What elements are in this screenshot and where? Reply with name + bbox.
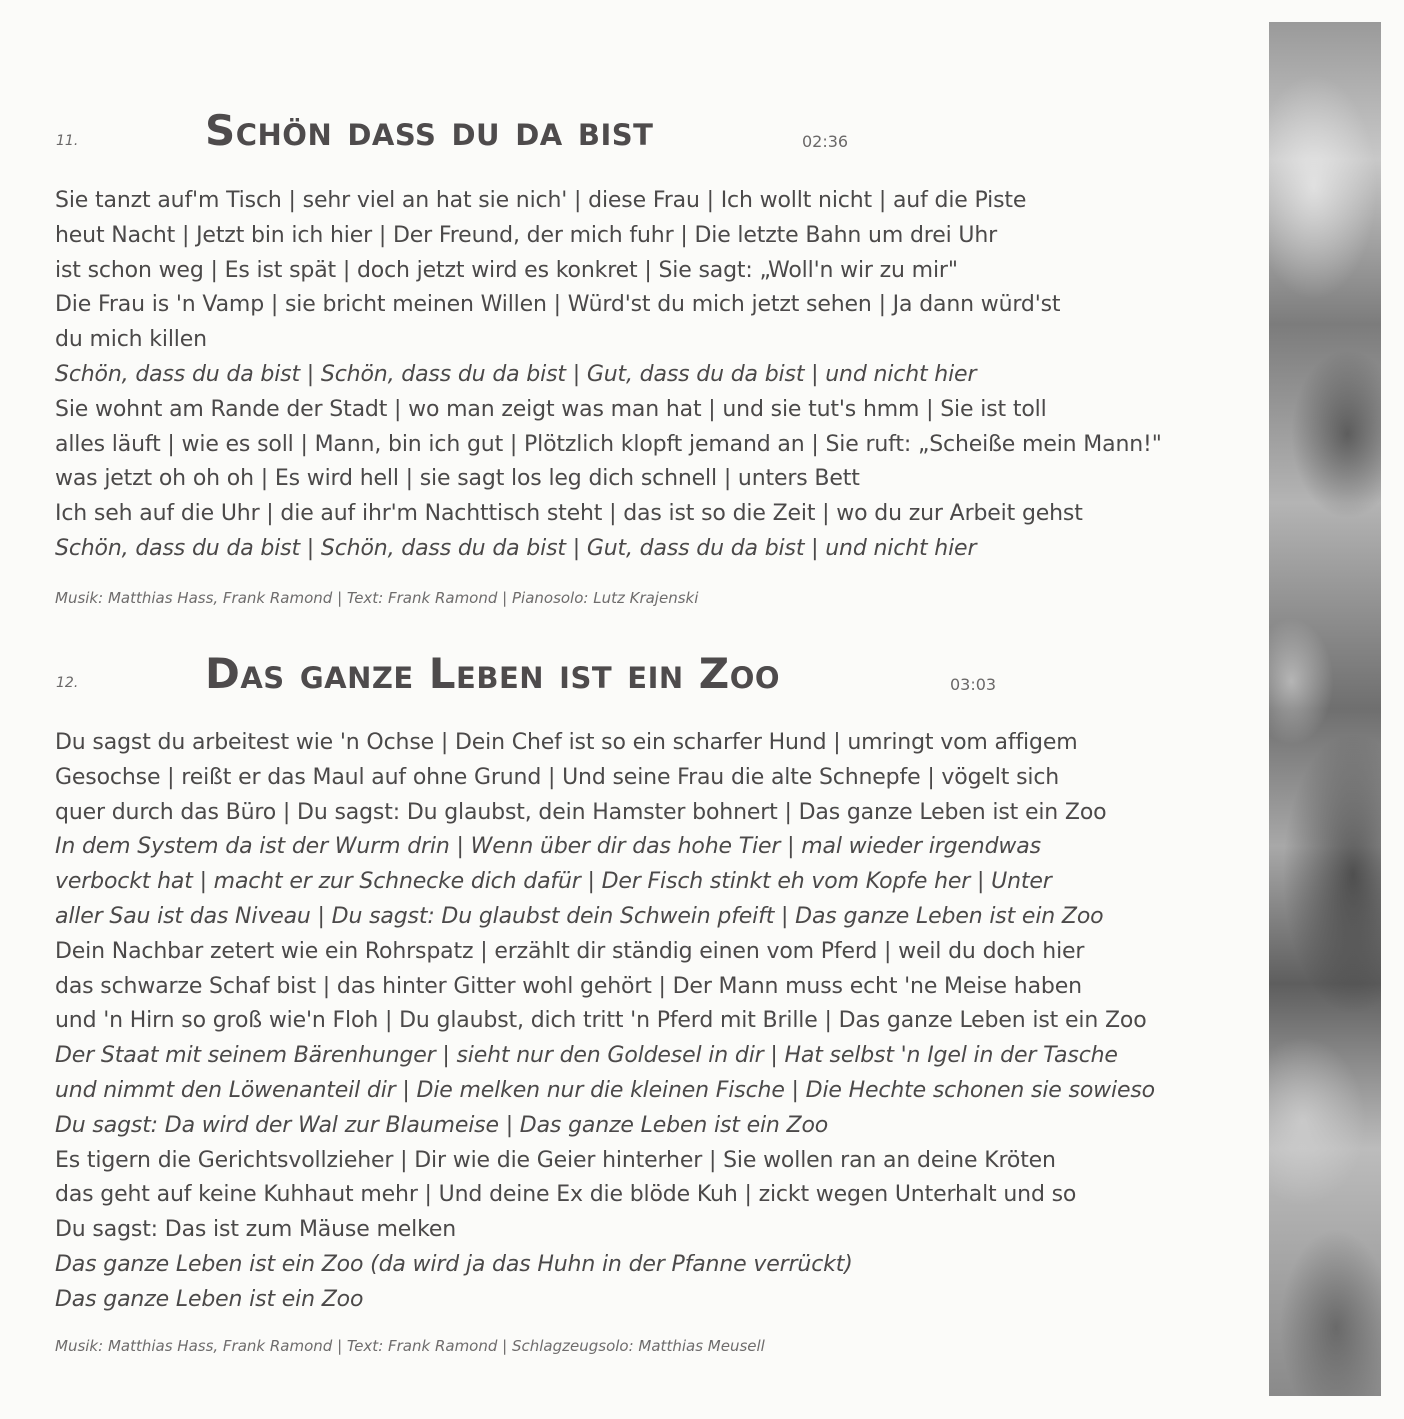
chorus-line: und nimmt den Löwenanteil dir | Die melken nur die kleinen Fische | Die Hechte schonen sie sowieso [55, 1077, 1155, 1103]
lyric-line: Dein Nachbar zetert wie ein Rohrspatz | erzählt dir ständig einen vom Pferd | weil du doch hier [55, 938, 1085, 964]
chorus-line: Das ganze Leben ist ein Zoo (da wird ja das Huhn in der Pfanne verrückt) [55, 1251, 853, 1277]
credits: Musik: Matthias Hass, Frank Ramond | Text: Frank Ramond | Schlagzeugsolo: Matthias Meusell [55, 1337, 765, 1355]
chorus-line: Der Staat mit seinem Bärenhunger | sieht nur den Goldesel in dir | Hat selbst 'n Igel in der Tasche [55, 1043, 1118, 1069]
lyric-line: ist schon weg | Es ist spät | doch jetzt wird es konkret | Sie sagt: „Woll'n wir zu mir" [55, 257, 958, 283]
lyric-line: Ich seh auf die Uhr | die auf ihr'm Nachttisch steht | das ist so die Zeit | wo du zur Arbeit gehst [55, 501, 1083, 527]
song-title: Schön dass du da bist [205, 106, 654, 155]
chorus-line: Schön, dass du da bist | Schön, dass du da bist | Gut, dass du da bist | und nicht hier [55, 535, 977, 561]
song-duration: 02:36 [802, 132, 849, 151]
chorus-line: aller Sau ist das Niveau | Du sagst: Du glaubst dein Schwein pfeift | Das ganze Leben ist ein Zoo [55, 903, 1104, 929]
chorus-line: In dem System da ist der Wurm drin | Wenn über dir das hohe Tier | mal wieder irgendwas [55, 834, 1041, 860]
lyrics [55, 184, 1162, 567]
lyric-line: was jetzt oh oh oh | Es wird hell | sie sagt los leg dich schnell | unters Bett [55, 466, 860, 492]
lyric-line: Sie wohnt am Rande der Stadt | wo man zeigt was man hat | und sie tut's hmm | Sie ist toll [55, 396, 1047, 422]
lyric-line: Es tigern die Gerichtsvollzieher | Dir wie die Geier hinterher | Sie wollen ran an deine Kröten [55, 1147, 1056, 1173]
lyric-line: Die Frau is 'n Vamp | sie bricht meinen Willen | Würd'st du mich jetzt sehen | Ja dann würd'st [55, 292, 1061, 318]
lyric-line: quer durch das Büro | Du sagst: Du glaubst, dein Hamster bohnert | Das ganze Leben ist ein Zoo [55, 799, 1107, 825]
chorus-line: verbockt hat | macht er zur Schnecke dich dafür | Der Fisch stinkt eh vom Kopfe her | Unter [55, 869, 1052, 895]
photo-strip [1269, 22, 1381, 1396]
lyric-line: Du sagst: Das ist zum Mäuse melken [55, 1217, 457, 1243]
lyric-line: und 'n Hirn so groß wie'n Floh | Du glaubst, dich tritt 'n Pferd mit Brille | Das ganze Leben ist ein Zoo [55, 1008, 1147, 1034]
song-number: 11. [56, 133, 79, 149]
lyric-line: Du sagst du arbeitest wie 'n Ochse | Dein Chef ist so ein scharfer Hund | umringt vom affigem [55, 730, 1078, 755]
credits: Musik: Matthias Hass, Frank Ramond | Text: Frank Ramond | Pianosolo: Lutz Krajenski [55, 589, 699, 607]
lyric-line: Sie tanzt auf'm Tisch | sehr viel an hat sie nich' | diese Frau | Ich wollt nicht | auf die Piste [55, 188, 1027, 213]
lyric-line: Gesochse | reißt er das Maul auf ohne Grund | Und seine Frau die alte Schnepfe | vögelt sich [55, 764, 1060, 790]
song-number: 12. [56, 675, 79, 691]
lyric-line: alles läuft | wie es soll | Mann, bin ich gut | Plötzlich klopft jemand an | Sie ruft: „Scheiße mein Mann!" [55, 431, 1162, 457]
chorus-line: Schön, dass du da bist | Schön, dass du da bist | Gut, dass du da bist | und nicht hier [55, 361, 977, 387]
song-duration: 03:03 [950, 675, 997, 694]
lyric-line: das schwarze Schaf bist | das hinter Gitter wohl gehört | Der Mann muss echt 'ne Meise haben [55, 973, 1082, 999]
chorus-line: Das ganze Leben ist ein Zoo [55, 1286, 364, 1312]
lyric-line: heut Nacht | Jetzt bin ich hier | Der Freund, der mich fuhr | Die letzte Bahn um drei Uhr [55, 222, 998, 248]
lyrics [55, 726, 1155, 1318]
lyric-line: das geht auf keine Kuhhaut mehr | Und deine Ex die blöde Kuh | zickt wegen Unterhalt und so [55, 1182, 1077, 1208]
chorus-line: Du sagst: Da wird der Wal zur Blaumeise | Das ganze Leben ist ein Zoo [55, 1112, 829, 1138]
song-title: Das ganze Leben ist ein Zoo [205, 649, 781, 698]
lyric-line: du mich killen [55, 327, 207, 353]
